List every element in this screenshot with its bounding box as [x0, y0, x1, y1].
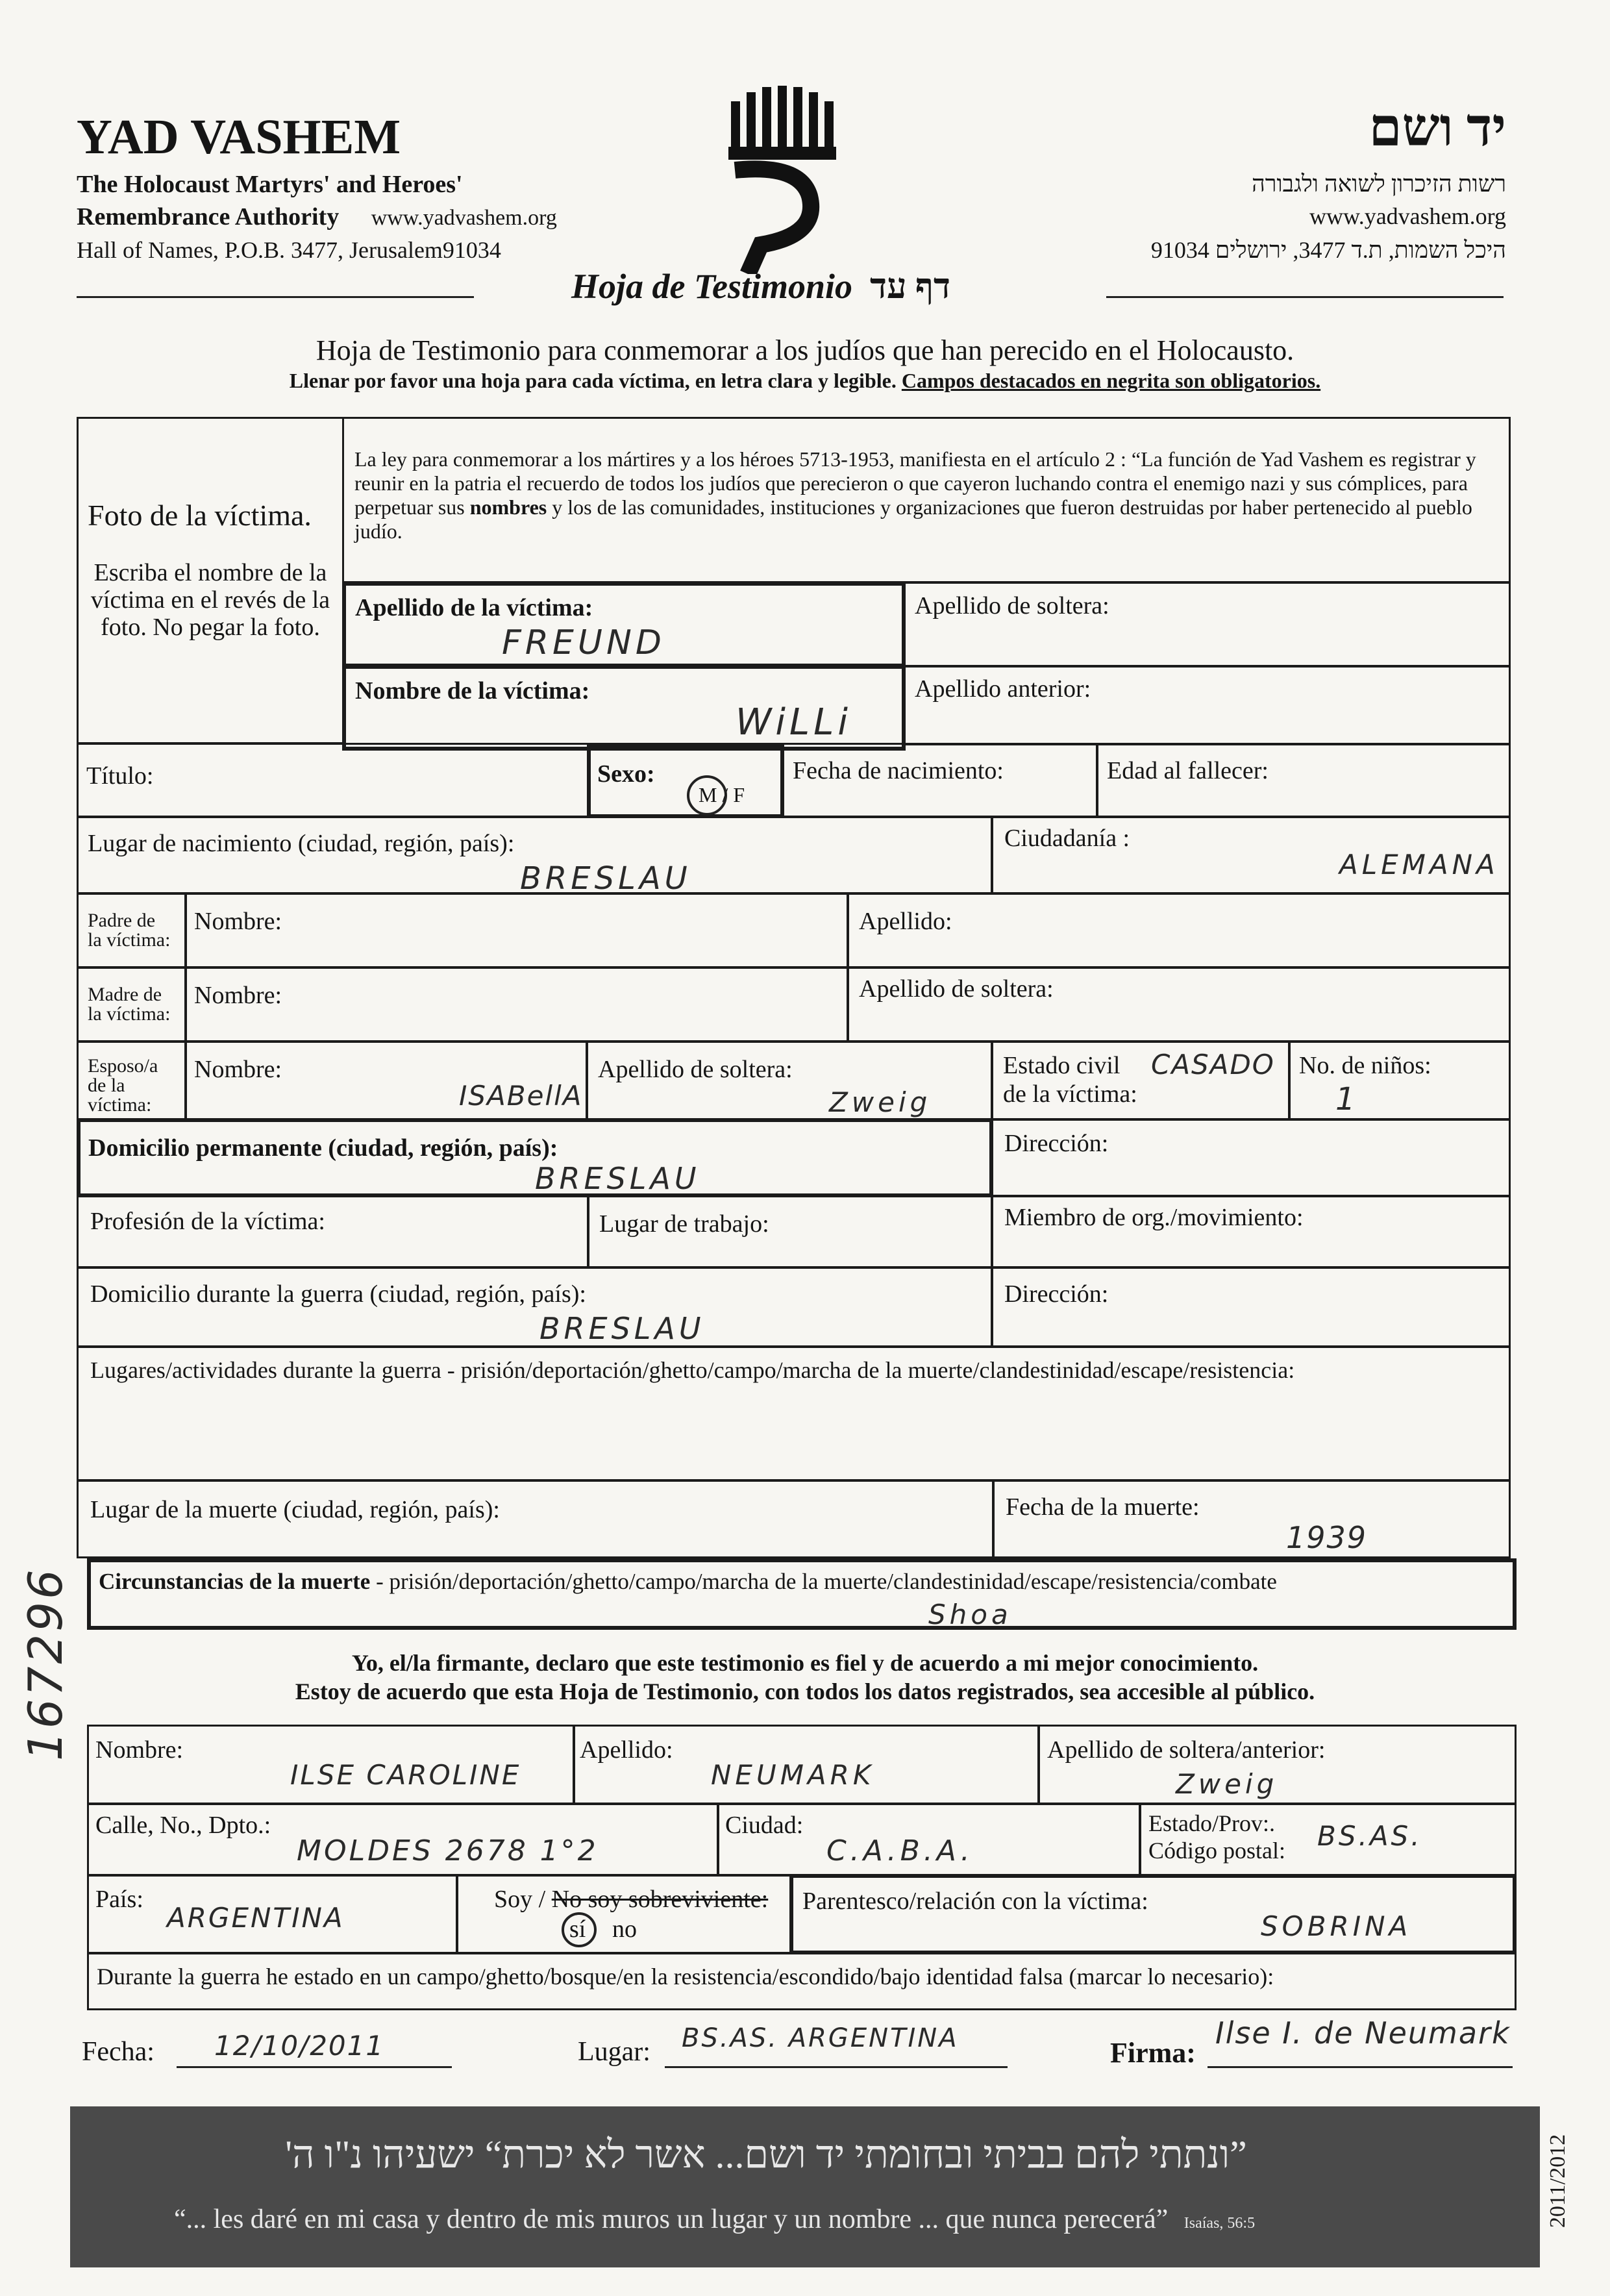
- header-rule-left: [77, 296, 474, 298]
- street-field[interactable]: [87, 1803, 719, 1877]
- children-label: No. de niños:: [1299, 1052, 1431, 1079]
- photo-box: [77, 417, 344, 744]
- birth-date-label: Fecha de nacimiento:: [793, 757, 1004, 784]
- org-subtitle-2-text: Remembrance Authority: [77, 203, 340, 231]
- intro-line-1: Hoja de Testimonio para conmemorar a los judíos que han perecido en el Holocausto.: [316, 334, 1294, 366]
- mother-maiden-field[interactable]: [847, 966, 1511, 1043]
- date-label: Fecha:: [82, 2037, 155, 2067]
- death-circumstances-label: [99, 1569, 1277, 1595]
- website-right: www.yadvashem.org: [1309, 203, 1506, 229]
- footer-band: [70, 2106, 1540, 2267]
- city-value: C.A.B.A.: [826, 1834, 974, 1867]
- hebrew-address: היכל השמות, ת.ד 3477, ירושלים 91034: [1150, 237, 1506, 263]
- postal-label: Código postal:: [1148, 1838, 1286, 1864]
- survivor-label: [494, 1885, 768, 1914]
- death-circumstances-value: Shoa: [928, 1599, 1012, 1630]
- mother-maiden-label: Apellido de soltera:: [859, 975, 1054, 1003]
- age-death-label: Edad al fallecer:: [1107, 757, 1269, 784]
- org-address: Hall of Names, P.O.B. 3477, Jerusalem91034: [77, 237, 501, 263]
- residence-field[interactable]: [77, 1118, 993, 1197]
- survivor-label-pre: Soy /: [494, 1886, 552, 1913]
- civil-status-label: Estado civil: [1003, 1052, 1121, 1079]
- law-text-pre: La ley para conmemorar a los mártires y a los héroes 5713-1953, manifiesta en el artículo 2 : “La función de Yad Vashem es registrar y reunir en la patria el recuerdo de todos los judíos que perecieron o que cayeron luchando contra el enemigo nazi y sus cómplices, para perpetuar sus: [354, 447, 1476, 519]
- relation-field[interactable]: [789, 1874, 1517, 1954]
- citizenship-field[interactable]: [991, 816, 1511, 895]
- state-label: Estado/Prov:.: [1148, 1810, 1275, 1836]
- date-value: 12/10/2011: [214, 2030, 385, 2062]
- birth-place-field[interactable]: [77, 816, 993, 895]
- law-box: [342, 417, 1511, 583]
- place-label: Lugar:: [578, 2037, 650, 2067]
- sex-option-f-label: F: [733, 783, 745, 806]
- residence-value: BRESLAU: [535, 1161, 700, 1196]
- form-title: Hoja de Testimonio: [571, 267, 853, 306]
- spouse-name-label: Nombre:: [194, 1056, 282, 1083]
- profession-label: Profesión de la víctima:: [90, 1208, 325, 1235]
- filler-surname-value: NEUMARK: [711, 1759, 875, 1791]
- war-residence-value: BRESLAU: [539, 1311, 705, 1346]
- title-label: Título:: [86, 762, 154, 790]
- filler-name-label: Nombre:: [95, 1736, 184, 1764]
- hebrew-org-name: יד ושם: [1368, 98, 1506, 157]
- member-label: Miembro de org./movimiento:: [1004, 1204, 1304, 1231]
- city-label: Ciudad:: [725, 1812, 804, 1839]
- signature-label: Firma:: [1110, 2037, 1196, 2069]
- intro-line-2-text: Llenar por favor una hoja para cada víctima, en letra clara y legible.: [289, 369, 897, 392]
- header-rule-right: [1106, 296, 1504, 298]
- spouse-maiden-value: Zweig: [829, 1086, 932, 1118]
- spouse-label: Esposo/a de la víctima:: [88, 1055, 158, 1116]
- war-address-label: Dirección:: [1004, 1280, 1109, 1308]
- mother-name-label: Nombre:: [194, 982, 282, 1009]
- footer-hebrew-quote: ”ונתתי להם בביתי ובחומתי יד ושם... אשר לא יכרת“ ישעיהו נ"ו ה': [285, 2133, 1247, 2176]
- street-value: MOLDES 2678 1°2: [297, 1834, 599, 1867]
- city-field[interactable]: [717, 1803, 1141, 1877]
- filler-name-field[interactable]: [87, 1725, 575, 1805]
- sex-option-m[interactable]: M / F: [699, 783, 745, 806]
- law-text: [354, 447, 1483, 543]
- place-line[interactable]: [665, 2066, 1008, 2068]
- birth-place-label: Lugar de nacimiento (ciudad, región, país):: [88, 830, 515, 857]
- survivor-label-struck: No soy sobreviviente:: [551, 1886, 769, 1913]
- birth-place-value: BRESLAU: [520, 860, 691, 897]
- residence-address-field[interactable]: [991, 1118, 1511, 1197]
- org-subtitle-1: The Holocaust Martyrs' and Heroes': [77, 171, 463, 198]
- war-residence-field[interactable]: [77, 1266, 993, 1348]
- victim-surname-value: FREUND: [502, 623, 665, 662]
- filler-surname-field[interactable]: [573, 1725, 1040, 1805]
- country-field[interactable]: [87, 1874, 458, 1954]
- father-surname-label: Apellido:: [859, 908, 952, 935]
- profession-field[interactable]: [77, 1195, 589, 1269]
- org-subtitle-2: [77, 203, 557, 231]
- relation-value: SOBRINA: [1261, 1910, 1412, 1942]
- law-text-bold: nombres: [469, 495, 547, 519]
- residence-label: Domicilio permanente (ciudad, región, país):: [88, 1134, 558, 1162]
- victim-first-name-label: Nombre de la víctima:: [355, 677, 590, 705]
- residence-address-label: Dirección:: [1004, 1130, 1109, 1157]
- filler-surname-label: Apellido:: [580, 1736, 673, 1764]
- citizenship-value: ALEMANA: [1339, 849, 1499, 880]
- sex-option-m-label: M: [699, 783, 717, 806]
- spouse-maiden-field[interactable]: [586, 1040, 993, 1121]
- filler-maiden-value: Zweig: [1176, 1768, 1278, 1800]
- member-field[interactable]: [991, 1195, 1511, 1269]
- footer-spanish-quote-text: “... les daré en mi casa y dentro de mis muros un lugar y un nombre ... que nunca perecerá”: [174, 2204, 1169, 2234]
- war-residence-label: Domicilio durante la guerra (ciudad, región, país):: [90, 1280, 586, 1308]
- death-place-label: Lugar de la muerte (ciudad, región, país):: [90, 1496, 500, 1523]
- father-label: Padre de la víctima:: [88, 910, 171, 951]
- war-places-label: Lugares/actividades durante la guerra - prisión/deportación/ghetto/campo/marcha de la muerte/clandestinidad/escape/resistencia:: [90, 1357, 1295, 1383]
- filler-maiden-field[interactable]: [1037, 1725, 1517, 1805]
- survivor-option-si[interactable]: sí: [569, 1915, 586, 1943]
- workplace-label: Lugar de trabajo:: [599, 1210, 769, 1238]
- death-circumstances-label-bold: Circunstancias de la muerte: [99, 1569, 371, 1594]
- relation-label: Parentesco/relación con la víctima:: [802, 1888, 1148, 1915]
- declaration-line-2: Estoy de acuerdo que esta Hoja de Testimonio, con todos los datos registrados, sea accesible al público.: [295, 1678, 1315, 1704]
- father-surname-field[interactable]: [847, 892, 1511, 969]
- state-value: BS.AS.: [1317, 1820, 1422, 1852]
- photo-box-instructions: Escriba el nombre de la víctima en el revés de la foto. No pegar la foto.: [90, 559, 330, 641]
- maiden-name-field[interactable]: [904, 582, 1511, 668]
- father-label-cell: [77, 892, 187, 969]
- spouse-name-field[interactable]: [184, 1040, 588, 1121]
- previous-surname-label: Apellido anterior:: [915, 675, 1091, 703]
- yad-vashem-logo-icon: [722, 86, 839, 274]
- victim-first-name-field[interactable]: [342, 665, 906, 751]
- civil-status-label-2: de la víctima:: [1003, 1080, 1137, 1108]
- birth-date-field[interactable]: [782, 743, 1098, 818]
- declaration-line-1: Yo, el/la firmante, declaro que este testimonio es fiel y de acuerdo a mi mejor conocimiento.: [351, 1650, 1259, 1676]
- survivor-field[interactable]: [456, 1874, 792, 1954]
- intro-line-2: [0, 369, 1610, 393]
- website-left: www.yadvashem.org: [371, 206, 557, 230]
- death-date-label: Fecha de la muerte:: [1006, 1493, 1200, 1521]
- death-date-value: 1939: [1286, 1520, 1368, 1555]
- survivor-option-no[interactable]: no: [612, 1915, 637, 1943]
- war-places-field[interactable]: [77, 1345, 1511, 1482]
- war-address-field[interactable]: [991, 1266, 1511, 1348]
- spouse-name-value: ISABellA: [459, 1080, 583, 1112]
- signature-line[interactable]: [1208, 2066, 1513, 2068]
- form-title-hebrew: דף עד: [870, 267, 950, 306]
- civil-status-value: CASADO: [1151, 1049, 1275, 1080]
- children-field[interactable]: [1288, 1040, 1511, 1121]
- death-date-field[interactable]: [992, 1479, 1511, 1558]
- place-value: BS.AS. ARGENTINA: [682, 2023, 959, 2053]
- footer-spanish-quote: [174, 2204, 1255, 2235]
- margin-registration-number: 167296: [18, 1567, 73, 1761]
- country-label: País:: [95, 1886, 143, 1913]
- spouse-maiden-label: Apellido de soltera:: [598, 1056, 793, 1083]
- war-status-label: Durante la guerra he estado en un campo/ghetto/bosque/en la resistencia/escondido/bajo identidad falsa (marcar lo necesario):: [97, 1964, 1274, 1990]
- mother-label: Madre de la víctima:: [88, 984, 171, 1025]
- spouse-label-cell: [77, 1040, 187, 1121]
- filler-name-value: ILSE CAROLINE: [290, 1759, 521, 1791]
- death-place-field[interactable]: [77, 1479, 995, 1558]
- org-name: YAD VASHEM: [77, 110, 401, 164]
- previous-surname-field[interactable]: [904, 665, 1511, 745]
- victim-surname-label: Apellido de la víctima:: [355, 594, 593, 621]
- country-value: ARGENTINA: [167, 1902, 345, 1934]
- street-label: Calle, No., Dpto.:: [95, 1812, 271, 1839]
- signature-value: Ilse I. de Neumark: [1215, 2015, 1511, 2051]
- maiden-name-label: Apellido de soltera:: [915, 592, 1109, 619]
- father-name-label: Nombre:: [194, 908, 282, 935]
- footer-year: 2011/2012: [1546, 2116, 1570, 2246]
- age-death-field[interactable]: [1096, 743, 1511, 818]
- workplace-field[interactable]: [587, 1195, 993, 1269]
- hebrew-subtitle: רשות הזיכרון לשואה ולגבורה: [1252, 171, 1506, 197]
- state-postal-field[interactable]: [1139, 1803, 1517, 1877]
- citizenship-label: Ciudadanía :: [1004, 825, 1130, 852]
- sex-label: Sexo:: [597, 760, 655, 788]
- law-text-post: y los de las comunidades, instituciones y organizaciones que fueron destruidas por haber pertenecido al pueblo judío.: [354, 495, 1472, 543]
- death-circumstances-label-rest: - prisión/deportación/ghetto/campo/marcha de la muerte/clandestinidad/escape/resistencia/combate: [370, 1569, 1277, 1594]
- children-value: 1: [1335, 1081, 1359, 1117]
- victim-first-name-value: WiLLi: [736, 701, 852, 743]
- title-field[interactable]: [77, 743, 589, 818]
- mother-name-field[interactable]: [184, 966, 849, 1043]
- victim-surname-field[interactable]: [342, 582, 906, 668]
- death-circumstances-field[interactable]: [87, 1558, 1517, 1630]
- photo-box-title: Foto de la víctima.: [88, 499, 312, 532]
- filler-maiden-label: Apellido de soltera/anterior:: [1047, 1736, 1326, 1764]
- mother-label-cell: [77, 966, 187, 1043]
- date-line[interactable]: [177, 2066, 452, 2068]
- intro-required-note: Campos destacados en negrita son obligatorios.: [901, 369, 1321, 392]
- sex-field[interactable]: [587, 743, 784, 818]
- war-status-field[interactable]: [87, 1952, 1517, 2010]
- footer-citation: Isaías, 56:5: [1183, 2215, 1256, 2232]
- father-name-field[interactable]: [184, 892, 849, 969]
- civil-status-field[interactable]: [991, 1040, 1291, 1121]
